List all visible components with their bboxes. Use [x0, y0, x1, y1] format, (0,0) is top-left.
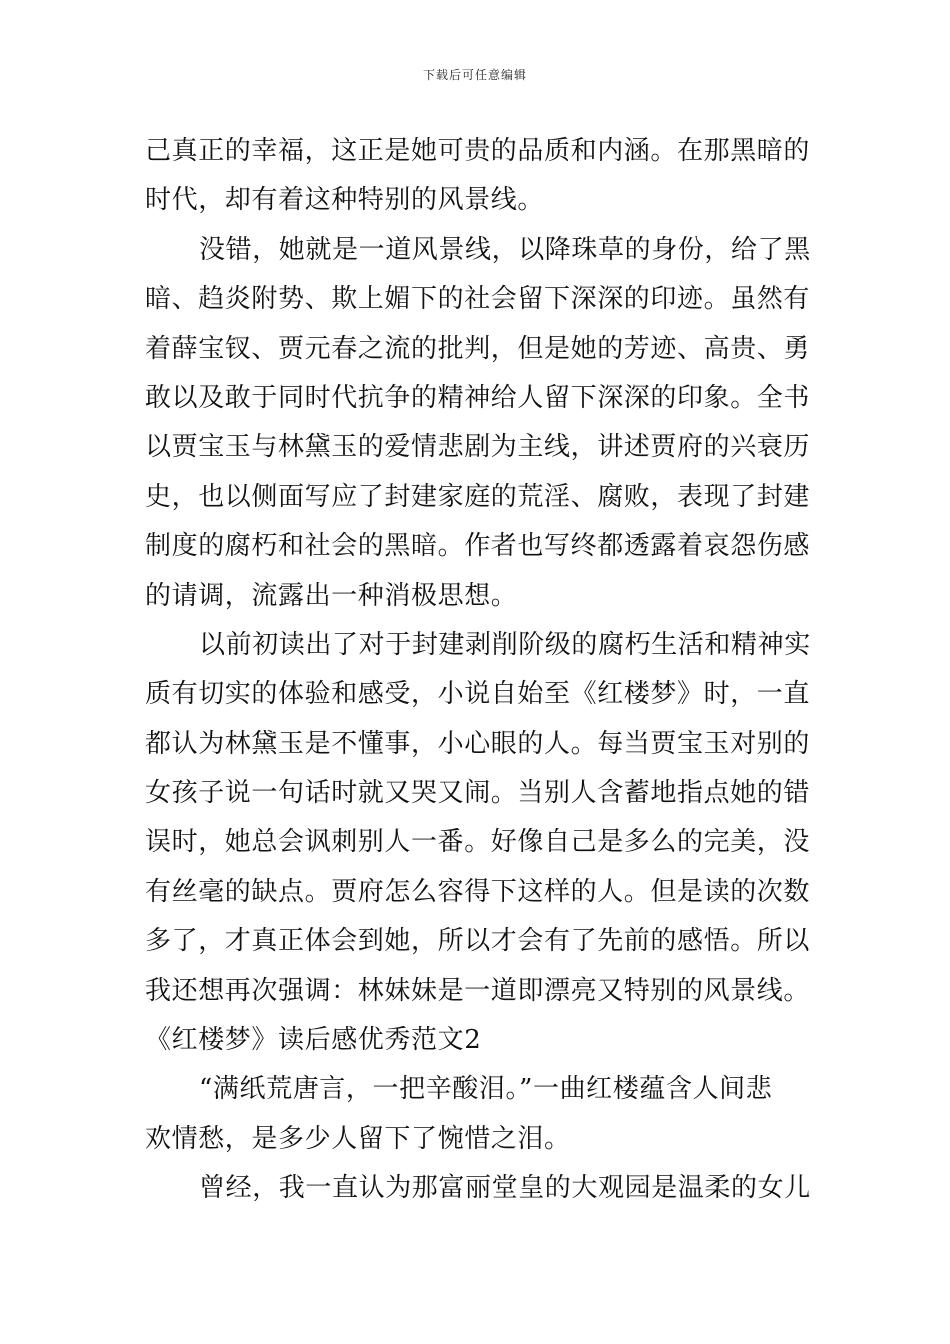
paragraph-start-line: 曾经，我一直认为那富丽堂皇的大观园是温柔的女儿 [199, 1173, 811, 1204]
text-line: 质有切实的体验和感受，小说自始至《红楼梦》时，一直 [145, 679, 811, 710]
document-body [145, 127, 811, 1214]
page-header: 下载后可任意编辑 [422, 68, 527, 82]
paragraph-start-line: “满纸荒唐言，一把辛酸泪。”一曲红楼蕴含人间悲 [199, 1074, 773, 1105]
text-line: 敢以及敢于同时代抗争的精神给人留下深深的印象。全书 [145, 382, 811, 413]
text-line: 有丝毫的缺点。贾府怎么容得下这样的人。但是读的次数 [145, 876, 811, 907]
text-line: 以贾宝玉与林黛玉的爱情悲剧为主线，讲述贾府的兴衰历 [145, 432, 811, 463]
text-line: 欢情愁，是多少人留下了惋惜之泪。 [145, 1123, 571, 1154]
text-line: 着薛宝钗、贾元春之流的批判，但是她的芳迹、高贵、勇 [145, 333, 811, 364]
text-line: 我还想再次强调：林妹妹是一道即漂亮又特别的风景线。 [145, 975, 811, 1006]
text-line: 史，也以侧面写应了封建家庭的荒淫、腐败，表现了封建 [145, 481, 811, 512]
text-line: 误时，她总会讽刺别人一番。好像自己是多么的完美，没 [145, 827, 811, 858]
section-title: 《红楼梦》读后感优秀范文2 [145, 1025, 482, 1056]
text-line: 的请调，流露出一种消极思想。 [145, 580, 518, 611]
paragraph-start-line: 没错，她就是一道风景线，以降珠草的身份，给了黑 [199, 234, 811, 265]
text-line: 暗、趋炎附势、欺上媚下的社会留下深深的印迹。虽然有 [145, 284, 811, 315]
text-line: 时代，却有着这种特别的风景线。 [145, 185, 545, 216]
text-line: 己真正的幸福，这正是她可贵的品质和内涵。在那黑暗的 [145, 136, 811, 166]
text-line: 多了，才真正体会到她，所以才会有了先前的感悟。所以 [145, 926, 811, 957]
paragraph-start-line: 以前初读出了对于封建剥削阶级的腐朽生活和精神实 [199, 629, 811, 660]
text-line: 制度的腐朽和社会的黑暗。作者也写终都透露着哀怨伤感 [145, 531, 811, 562]
text-line: 都认为林黛玉是不懂事，小心眼的人。每当贾宝玉对别的 [145, 728, 811, 759]
text-line: 女孩子说一句话时就又哭又闹。当别人含蓄地指点她的错 [145, 778, 811, 809]
